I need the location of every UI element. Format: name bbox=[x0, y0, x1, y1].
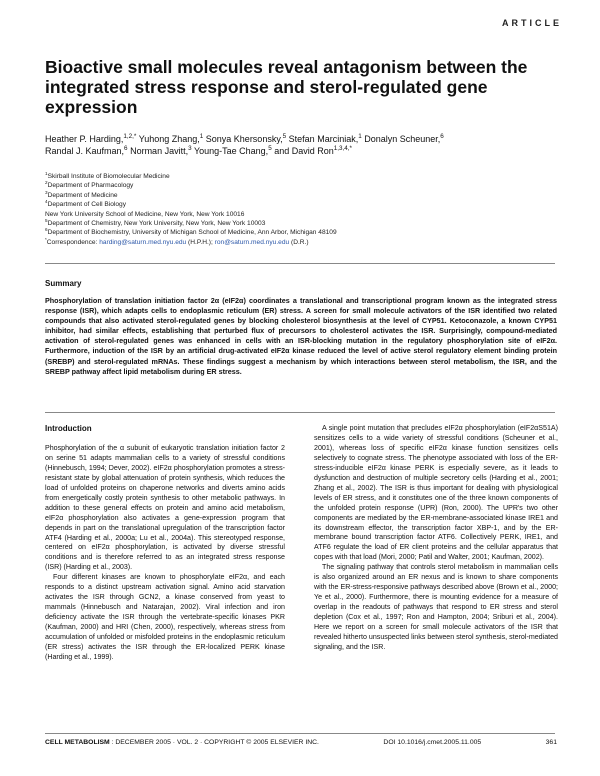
author-affiliation-marker: 6 bbox=[124, 145, 128, 152]
section-divider bbox=[45, 412, 555, 413]
doi: DOI 10.1016/j.cmet.2005.11.005 bbox=[383, 739, 482, 746]
author-affiliation-marker: 3 bbox=[188, 145, 192, 152]
paragraph: Four different kinases are known to phosphorylate eIF2α, and each responds to a distinct upstream activation signal. Amino acid starvation activates the ISR through GCN2, a kinase conserved from yeast to mammals (Hinnebusch and Natarajan, 2002). Viral infection and iron deficiency activate the ISR through the vertebrate-specific kinases PKR (Kaufman, 2000) and HRI (Chen, 2000), respectively, whereas stress from accumulation of unfolded or misfolded proteins in the endoplasmic reticulum (ER stress) activates the ISR through the ER-localized PERK kinase (Harding et al., 1999). bbox=[45, 573, 285, 661]
author-affiliation-marker: 1,3,4,* bbox=[333, 145, 352, 152]
section-divider bbox=[45, 263, 555, 264]
affiliation: $^5$Department of Chemistry, New York University, New York, New York 10003 bbox=[45, 217, 266, 228]
affiliations bbox=[45, 172, 575, 247]
affiliation: $^2$Department of Pharmacology bbox=[45, 180, 134, 190]
author-affiliation-marker: 1 bbox=[199, 133, 204, 140]
author-name: Donalyn Scheuner, bbox=[361, 134, 441, 144]
section-label: ARTICLE bbox=[502, 18, 562, 28]
paragraph: The signaling pathway that controls sterol metabolism in mammalian cells is also organized around an ER nexus and is known to share components with the ER-stress-responsive pathways described above (Brown et al., 2000; Ye et al., 2000). Furthermore, there is mounting evidence for a measure of overlap in the readouts of pathways that respond to ER stress and sterol depletion (Cox et al., 1997; Ron and Hampton, 2004; Sriburi et al., 2004). Here we report on a screen for small molecule activators of the ISR that revealed hitherto unsuspected links between sterol synthesis, sterol-mediated signaling, and the ISR. bbox=[314, 563, 558, 651]
article-title: Bioactive small molecules reveal antagonism between the integrated stress response and sterol-regulated gene expression bbox=[45, 57, 528, 117]
footer-divider bbox=[45, 733, 555, 734]
author-name: Yuhong Zhang, bbox=[136, 134, 200, 144]
author-name: Heather P. Harding, bbox=[45, 134, 124, 144]
introduction-heading: Introduction bbox=[45, 424, 92, 433]
email-link-ron[interactable]: ron@saturn.med.nyu.edu bbox=[214, 238, 290, 246]
summary-heading: Summary bbox=[45, 279, 82, 288]
affiliation: $^3$Department of Medicine bbox=[45, 189, 118, 199]
paragraph: Phosphorylation of the α subunit of eukaryotic translation initiation factor 2 on serine 51 adapts mammalian cells to a variety of stressful conditions (Hinnebusch, 1994; Dever, 2002). eIF2α phosphorylation promotes a stress-resistant state by global attenuation of protein synthesis, which reduces the load of unfolded proteins on chaperone networks and diverts amino acids from energetically costly protein synthesis to other metabolic pathways. In addition to these general effects on protein and amino acid metabolism, eIF2α phosphorylation also activates a gene-expression program that depends in part on the translational upregulation of the transcription factor ATF4 (Harding et al., 2000a; Lu et al., 2004a). This stereotyped response, centered on eIF2α phosphorylation, is activated by diverse stressful conditions and is therefore referred to as an integrated stress response (ISR) (Harding et al., 2003). bbox=[45, 443, 285, 572]
journal-name: CELL METABOLISM bbox=[45, 739, 110, 746]
summary-text: Phosphorylation of translation initiation factor 2α (eIF2α) coordinates a translational and transcriptional program known as the integrated stress response (ISR), which adapts cells to endoplasmic reticulum (ER) stress. A screen for small molecule activators of the ISR identified two related compounds that also activated sterol-regulated genes by blocking cholesterol biosynthesis at the level of CYP51. Ketoconazole, a known CYP51 inhibitor, had similar effects, establishing that perturbed flux of precursors to cholesterol activates the ISR. Surprisingly, compound-mediated activation of sterol-regulated genes was enhanced in cells with an ISR-blocking mutation in the regulatory phosphorylation site of eIF2α. Furthermore, induction of the ISR by an artificial drug-activated eIF2α kinase reduced the level of active sterol regulatory element binding protein (SREBP) and sterol-regulated mRNAs. These findings suggest a mechanism by which interactions between sterol metabolism, the ISR, and the SREBP pathway affect lipid metabolism during ER stress. bbox=[45, 296, 557, 376]
issue-info: : DECEMBER 2005 · VOL. 2 · COPYRIGHT © 2005 ELSEVIER INC. bbox=[109, 739, 319, 746]
affiliation: New York University School of Medicine, New York, New York 10016 bbox=[45, 210, 245, 218]
author-name: Young-Tae Chang, bbox=[191, 146, 269, 156]
author-affiliation-marker: 1,2,* bbox=[123, 133, 137, 140]
body-column-right bbox=[314, 424, 558, 653]
email-link-harding[interactable]: harding@saturn.med.nyu.edu bbox=[99, 238, 187, 246]
author-list bbox=[45, 133, 575, 157]
author-name: Sonya Khersonsky, bbox=[203, 134, 283, 144]
page-number: 361 bbox=[545, 739, 557, 746]
author-affiliation-marker: 5 bbox=[282, 133, 287, 140]
author-name: and David Ron bbox=[271, 146, 334, 156]
affiliation: $^1$Skirball Institute of Biomolecular Medicine bbox=[45, 170, 170, 180]
correspondence: *Correspondence: harding@saturn.med.nyu.edu (H.P.H.); ron@saturn.med.nyu.edu (D.R.) bbox=[45, 236, 309, 246]
author-affiliation-marker: 5 bbox=[268, 145, 272, 152]
body-column-left bbox=[45, 424, 285, 663]
author-line-1 bbox=[45, 133, 575, 145]
author-line-2 bbox=[45, 145, 575, 157]
author-name: Norman Javitt, bbox=[127, 146, 189, 156]
author-affiliation-marker: 1 bbox=[358, 133, 362, 140]
affiliation: $^6$Department of Biochemistry, University of Michigan School of Medicine, Ann Arbor, Michigan 48109 bbox=[45, 227, 337, 237]
page-footer bbox=[45, 739, 557, 746]
affiliation: $^4$Department of Cell Biology bbox=[45, 199, 127, 209]
author-name: Randal J. Kaufman, bbox=[45, 146, 125, 156]
paragraph: A single point mutation that precludes eIF2α phosphorylation (eIF2αS51A) sensitizes cells to a wide variety of stressful conditions (Scheuner et al., 2001), whereas loss of specific eIF2α kinase function sensitizes cells selectively to cognate stress. The phenotype associated with loss of the ER-stress-inducible eIF2α kinase PERK is especially severe, as it leads to dysfunction and destruction of multiple secretory cells (Harding et al., 2001; Zhang et al., 2002). The ISR is thus important for dealing with physiological levels of ER stress, and it constitutes one of the three known components of the unfolded protein response (UPR) (Ron, 2000). The UPR's two other components are mediated by the ER-membrane-associated kinase IRE1 and its downstream effector, the transcription factor XBP-1, and by the ER-membrane bound transcription factor ATF6. Collectively PERK, IRE1, and ATF6 regulate the load of ER client proteins and the cellular apparatus that copes with that load (Mori, 2000; Patil and Walter, 2001; Kaufman, 2002). bbox=[314, 424, 558, 562]
author-affiliation-marker: 6 bbox=[440, 133, 444, 140]
author-name: Stefan Marciniak, bbox=[286, 134, 359, 144]
